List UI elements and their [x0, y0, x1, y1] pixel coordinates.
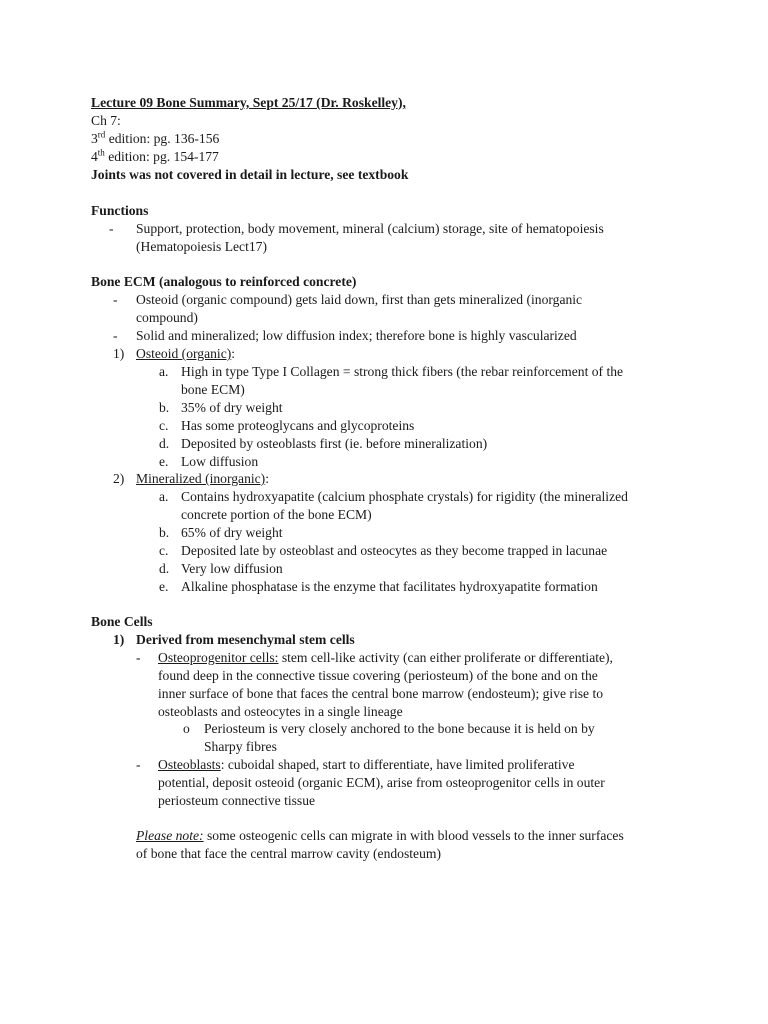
- osteoid-item-a-line-2: bone ECM): [181, 382, 245, 397]
- osteoid-colon: :: [231, 346, 236, 361]
- mineralized-item-a-line-1: Contains hydroxyapatite (calcium phosphate crystals) for rigidity (the mineralized: [181, 489, 628, 504]
- functions-heading: Functions: [91, 203, 149, 218]
- please-note-label: Please note:: [136, 828, 204, 843]
- functions-dash: -: [109, 221, 114, 236]
- periosteum-line-1: Periosteum is very closely anchored to the bone because it is held on by: [204, 721, 595, 736]
- osteoid-heading: [136, 345, 235, 363]
- mineralized-number: 2): [113, 471, 125, 486]
- osteoprogenitor-line-1: [158, 649, 613, 667]
- osteoblasts-dash: -: [136, 757, 141, 772]
- mineralized-title: Mineralized (inorganic): [136, 471, 266, 486]
- please-note-line-2: of bone that face the central marrow cavity (endosteum): [136, 846, 441, 861]
- mineralized-marker-c: c.: [159, 543, 169, 558]
- osteoprogenitor-dash: -: [136, 650, 141, 665]
- functions-line-2: (Hematopoiesis Lect17): [136, 239, 267, 254]
- edition-3-number: 3: [91, 131, 98, 146]
- ecm-bullet-1-line-1: Osteoid (organic compound) gets laid down, first than gets mineralized (inorganic: [136, 292, 583, 307]
- joints-note: Joints was not covered in detail in lecture, see textbook: [91, 167, 409, 182]
- ecm-heading: Bone ECM (analogous to reinforced concrete): [91, 274, 357, 289]
- mineralized-item-c: Deposited late by osteoblast and osteocytes as they become trapped in lacunae: [181, 543, 608, 558]
- osteoblasts-label: Osteoblasts: [158, 757, 221, 772]
- osteoid-title: Osteoid (organic): [136, 346, 232, 361]
- edition-3-suffix: rd: [97, 129, 106, 140]
- osteoid-marker-c: c.: [159, 418, 169, 433]
- edition-4-number: 4: [91, 149, 98, 164]
- osteoid-item-c: Has some proteoglycans and glycoproteins: [181, 418, 415, 433]
- lecture-title: Lecture 09 Bone Summary, Sept 25/17 (Dr. Roskelley),: [91, 95, 406, 110]
- edition-4-pages: edition: pg. 154-177: [104, 149, 219, 164]
- chapter-label: Ch 7:: [91, 113, 121, 128]
- periosteum-bullet: o: [183, 721, 190, 736]
- osteoid-marker-b: b.: [159, 400, 170, 415]
- edition-3-pages: edition: pg. 136-156: [105, 131, 220, 146]
- bone-cells-heading: Bone Cells: [91, 614, 153, 629]
- edition-4-line: [91, 148, 219, 166]
- mineralized-heading: [136, 470, 269, 488]
- periosteum-line-2: Sharpy fibres: [204, 739, 277, 754]
- functions-line-1: Support, protection, body movement, mineral (calcium) storage, site of hematopoiesis: [136, 221, 604, 236]
- please-note-text-1: some osteogenic cells can migrate in with blood vessels to the inner surfaces: [203, 828, 624, 843]
- osteoid-marker-e: e.: [159, 454, 169, 469]
- osteoblasts-line-3: periosteum connective tissue: [158, 793, 316, 808]
- mineralized-item-a-line-2: concrete portion of the bone ECM): [181, 507, 372, 522]
- ecm-bullet-1-line-2: compound): [136, 310, 198, 325]
- osteoprogenitor-line-3: inner surface of bone that faces the central bone marrow (endosteum); give rise to: [158, 686, 604, 701]
- mineralized-item-e: Alkaline phosphatase is the enzyme that facilitates hydroxyapatite formation: [181, 579, 598, 594]
- osteoprogenitor-line-2: found deep in the connective tissue covering (periosteum) of the bone and on the: [158, 668, 598, 683]
- osteoblasts-line-2: potential, deposit osteoid (organic ECM), arise from osteoprogenitor cells in outer: [158, 775, 605, 790]
- osteoid-item-a-line-1: High in type Type I Collagen = strong thick fibers (the rebar reinforcement of the: [181, 364, 624, 379]
- mineralized-item-b: 65% of dry weight: [181, 525, 283, 540]
- edition-4-suffix: th: [97, 147, 105, 158]
- please-note-line-1: [136, 827, 624, 845]
- osteoid-item-e: Low diffusion: [181, 454, 259, 469]
- stem-cells-heading: Derived from mesenchymal stem cells: [136, 632, 355, 647]
- osteoprogenitor-text-1: stem cell-like activity (can either proliferate or differentiate),: [278, 650, 613, 665]
- edition-3-line: [91, 130, 219, 148]
- osteoprogenitor-label: Osteoprogenitor cells:: [158, 650, 279, 665]
- osteoid-number: 1): [113, 346, 125, 361]
- mineralized-marker-d: d.: [159, 561, 170, 576]
- mineralized-marker-b: b.: [159, 525, 170, 540]
- osteoblasts-text-1: : cuboidal shaped, start to differentiate, have limited proliferative: [220, 757, 575, 772]
- ecm-dash-1: -: [113, 292, 118, 307]
- osteoid-item-b: 35% of dry weight: [181, 400, 283, 415]
- osteoid-item-d: Deposited by osteoblasts first (ie. before mineralization): [181, 436, 488, 451]
- ecm-dash-2: -: [113, 328, 118, 343]
- mineralized-item-d: Very low diffusion: [181, 561, 283, 576]
- ecm-bullet-2: Solid and mineralized; low diffusion index; therefore bone is highly vascularized: [136, 328, 577, 343]
- osteoprogenitor-line-4: osteoblasts and osteocytes in a single lineage: [158, 704, 403, 719]
- mineralized-colon: :: [265, 471, 269, 486]
- osteoid-marker-d: d.: [159, 436, 170, 451]
- stem-cells-number: 1): [113, 632, 125, 647]
- osteoid-marker-a: a.: [159, 364, 169, 379]
- osteoblasts-line-1: [158, 756, 575, 774]
- mineralized-marker-a: a.: [159, 489, 169, 504]
- mineralized-marker-e: e.: [159, 579, 169, 594]
